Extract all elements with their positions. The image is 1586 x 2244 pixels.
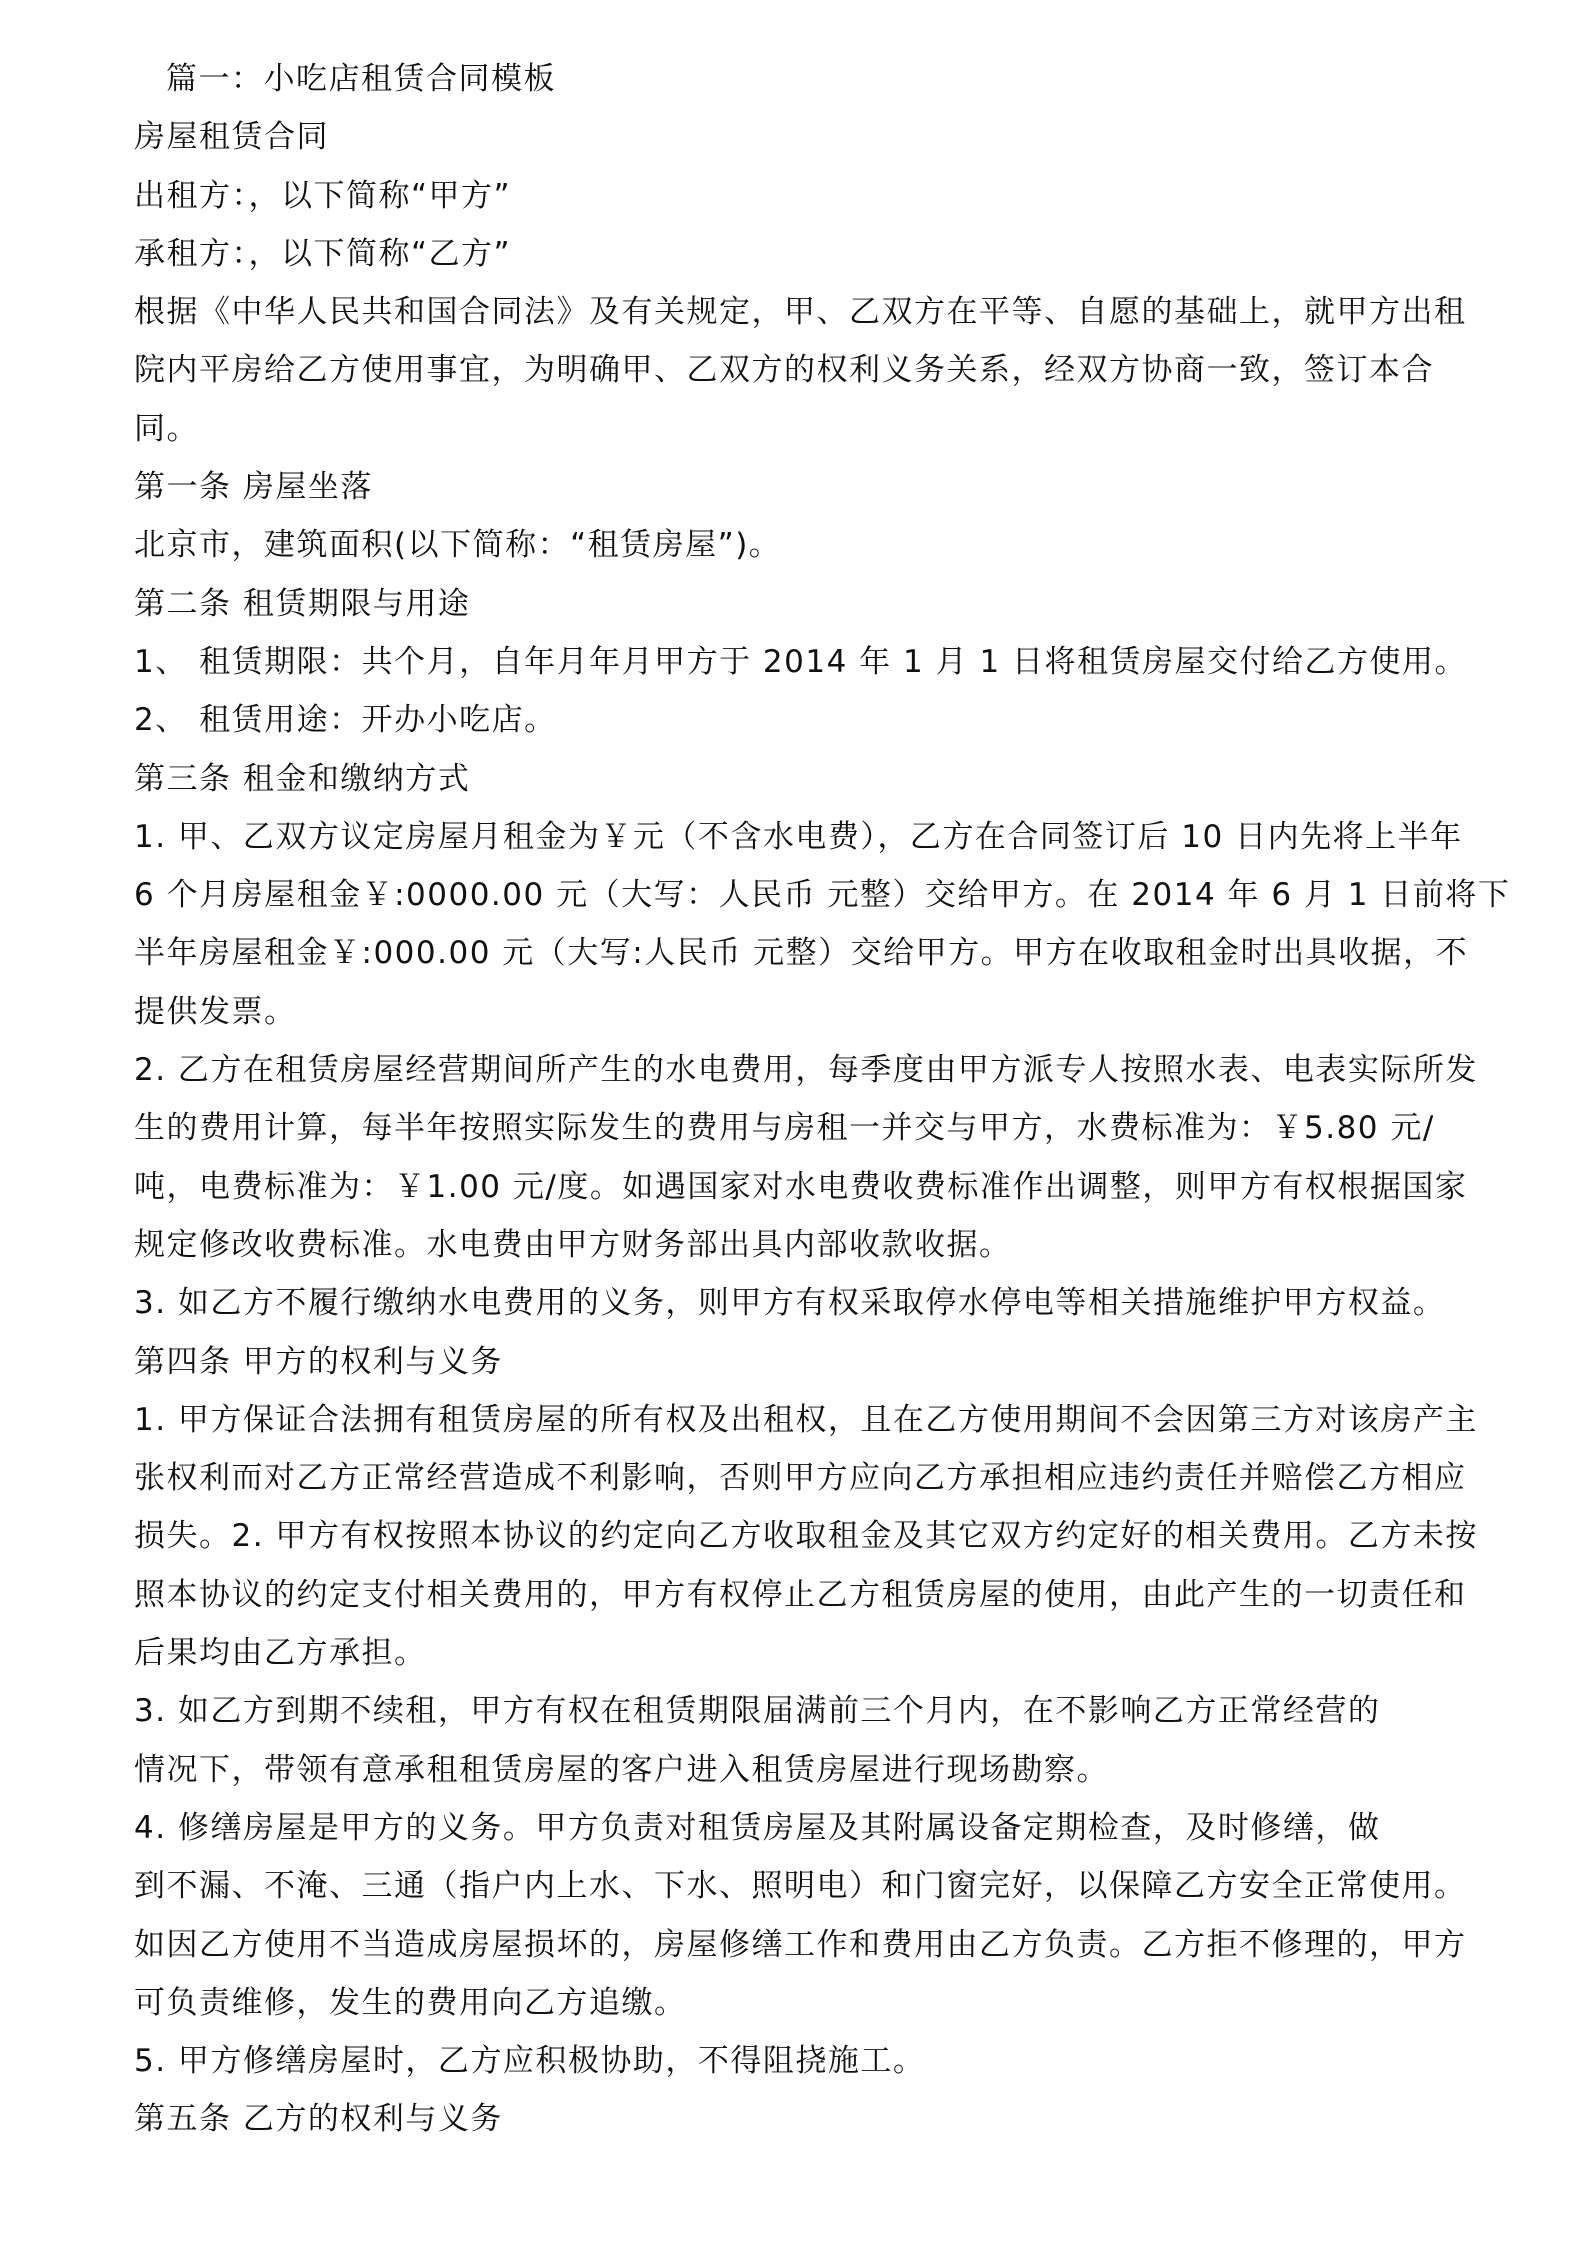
text-line: 1. 甲、乙双方议定房屋月租金为￥元（不含水电费），乙方在合同签订后 10 日内先将上半年 <box>134 818 1463 855</box>
text-line: 损失。2. 甲方有权按照本协议的约定向乙方收取租金及其它双方约定好的相关费用。乙方未按 <box>134 1518 1478 1555</box>
text-line: 承租方：，以下简称“乙方” <box>134 235 512 272</box>
text-line: 规定修改收费标准。水电费由甲方财务部出具内部收款收据。 <box>134 1226 1012 1263</box>
text-line: 北京市，建筑面积(以下简称：“租赁房屋”)。 <box>134 527 782 564</box>
text-line: 第四条 甲方的权利与义务 <box>134 1343 503 1380</box>
text-line: 6 个月房屋租金￥:0000.00 元（大写：人民币 元整）交给甲方。在 2014 年 6 月 1 日前将下 <box>134 877 1511 914</box>
text-line: 半年房屋租金￥:000.00 元（大写:人民币 元整）交给甲方。甲方在收取租金时出具收据，不 <box>134 935 1469 972</box>
text-line: 第一条 房屋坐落 <box>134 469 373 506</box>
text-line: 3. 如乙方不履行缴纳水电费用的义务，则甲方有权采取停水停电等相关措施维护甲方权益。 <box>134 1285 1446 1322</box>
text-line: 张权利而对乙方正常经营造成不利影响，否则甲方应向乙方承担相应违约责任并赔偿乙方相应 <box>134 1460 1467 1497</box>
text-line: 院内平房给乙方使用事宜，为明确甲、乙双方的权利义务关系，经双方协商一致，签订本合 <box>134 352 1434 389</box>
text-line: 1. 甲方保证合法拥有租赁房屋的所有权及出租权，且在乙方使用期间不会因第三方对该房产主 <box>134 1401 1478 1438</box>
text-line: 提供发票。 <box>134 993 297 1030</box>
text-line: 3. 如乙方到期不续租，甲方有权在租赁期限届满前三个月内，在不影响乙方正常经营的 <box>134 1693 1381 1730</box>
text-line: 5. 甲方修缮房屋时，乙方应积极协助，不得阻挠施工。 <box>134 2043 926 2080</box>
text-line: 生的费用计算，每半年按照实际发生的费用与房租一并交与甲方，水费标准为：￥5.80 元/ <box>134 1110 1435 1147</box>
text-line: 1、 租赁期限：共个月，自年月年月甲方于 2014 年 1 月 1 日将租赁房屋交付给乙方使用。 <box>134 643 1468 680</box>
text-line: 4. 修缮房屋是甲方的义务。甲方负责对租赁房屋及其附属设备定期检查，及时修缮，做 <box>134 1809 1381 1846</box>
document-title: 篇一：小吃店租赁合同模板 <box>166 61 556 97</box>
text-line: 同。 <box>134 410 199 447</box>
text-line: 第三条 租金和缴纳方式 <box>134 760 471 797</box>
text-line: 情况下，带领有意承租租赁房屋的客户进入租赁房屋进行现场勘察。 <box>134 1751 1109 1788</box>
text-line: 2. 乙方在租赁房屋经营期间所产生的水电费用，每季度由甲方派专人按照水表、电表实际所发 <box>134 1052 1478 1089</box>
text-line: 如因乙方使用不当造成房屋损坏的，房屋修缮工作和费用由乙方负责。乙方拒不修理的，甲方 <box>134 1926 1467 1963</box>
document-body <box>134 108 1554 2148</box>
text-line: 房屋租赁合同 <box>134 119 329 156</box>
text-line: 到不漏、不淹、三通（指户内上水、下水、照明电）和门窗完好，以保障乙方安全正常使用。 <box>134 1868 1467 1905</box>
text-line: 第二条 租赁期限与用途 <box>134 585 471 622</box>
text-line: 后果均由乙方承担。 <box>134 1635 427 1672</box>
text-line: 第五条 乙方的权利与义务 <box>134 2101 503 2138</box>
text-line: 2、 租赁用途：开办小吃店。 <box>134 702 557 739</box>
text-line: 照本协议的约定支付相关费用的，甲方有权停止乙方租赁房屋的使用，由此产生的一切责任和 <box>134 1576 1467 1613</box>
text-line: 吨，电费标准为：￥1.00 元/度。如遇国家对水电费收费标准作出调整，则甲方有权根据国家 <box>134 1168 1468 1205</box>
text-line: 出租方：，以下简称“甲方” <box>134 177 512 214</box>
text-line: 根据《中华人民共和国合同法》及有关规定，甲、乙双方在平等、自愿的基础上，就甲方出租 <box>134 294 1467 331</box>
document-page <box>134 50 1554 2149</box>
text-line: 可负责维修，发生的费用向乙方追缴。 <box>134 1984 687 2021</box>
